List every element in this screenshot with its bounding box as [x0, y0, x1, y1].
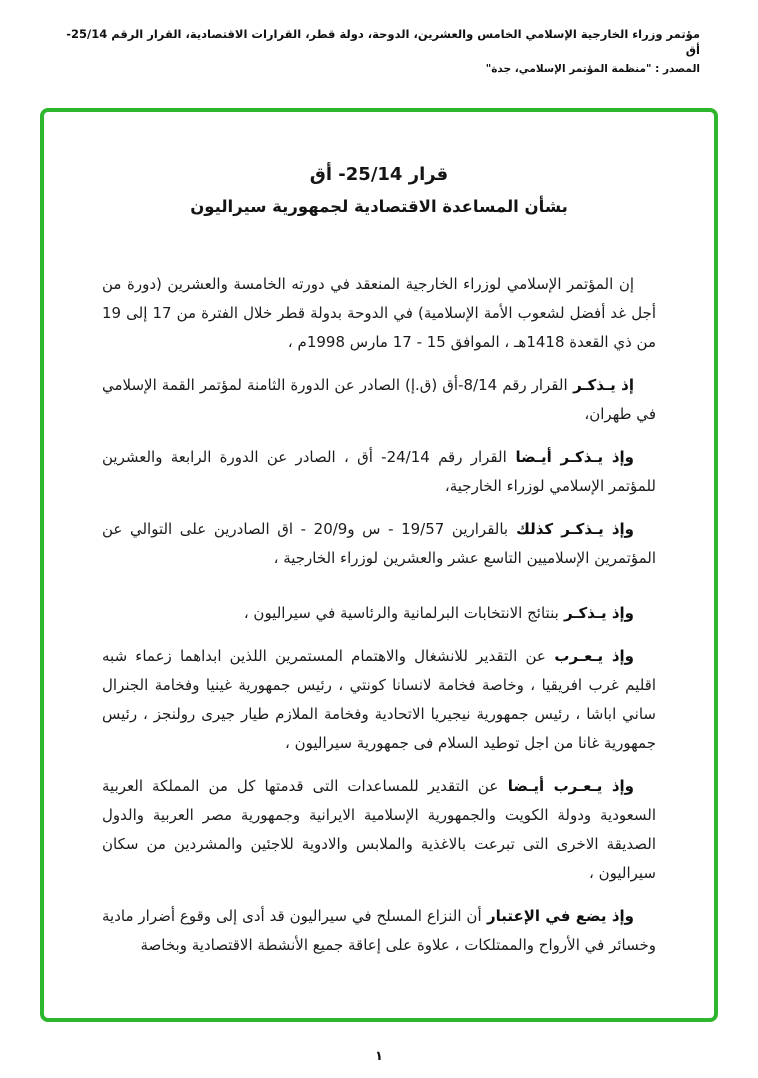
body-paragraph: إذ يـذكـر القرار رقم 8/14-أق (ق.إ) الصادر عن الدورة الثامنة لمؤتمر القمة الإسلامي في طهران، — [102, 376, 656, 423]
body-paragraph: وإذ يـعـرب أيـضا عن التقدير للمساعدات التى قدمتها كل من المملكة العربية السعودية ودولة الكويت والجمهورية الإسلامية الايرانية وجمهورية مصر العربية والدول الصديقة الاخرى التى تبرعت بالاغذية والملابس والادوية للاجئين والمشردين من سكان سيراليون ، — [102, 777, 656, 882]
paragraph-lead: وإذ يضع في الإعتبار — [481, 907, 634, 925]
document-border-frame — [40, 108, 718, 1022]
resolution-subtitle: بشأن المساعدة الاقتصادية لجمهورية سيراليون — [190, 197, 568, 216]
body-paragraph: وإذ يضع في الإعتبار أن النزاع المسلح في سيراليون قد أدى إلى وقوع أضرار مادية وخسائر في الأرواح والممتلكات ، علاوة على إعاقة جميع الأنشطة الاقتصادية وبخاصة — [102, 907, 656, 954]
paragraph-lead: وإذ يـعـرب أيـضا — [498, 777, 635, 795]
page-footer — [0, 1045, 758, 1064]
paragraph-lead: وإذ يـذكـر كذلك — [508, 520, 635, 538]
paragraph-lead: وإذ يـعـرب — [545, 647, 634, 665]
paragraph-lead: إذ يـذكـر — [567, 376, 635, 394]
resolution-body — [102, 270, 656, 960]
header-source-value: "منظمة المؤتمر الإسلامي، جدة" — [485, 63, 652, 75]
body-paragraph: إن المؤتمر الإسلامي لوزراء الخارجية المنعقد في دورته الخامسة والعشرين (دورة من أجل غد أفضل لشعوب الأمة الإسلامية) في الدوحة بدولة قطر خلال الفترة من 17 إلى 19 من ذي القعدة 1418هـ ، الموافق 15 - 17 مارس 1998م ، — [102, 275, 656, 351]
header-source-label: المصدر : — [655, 63, 700, 75]
document-header — [0, 0, 758, 77]
header-source-line — [58, 62, 700, 77]
resolution-title: قرار 25/14- أق — [309, 164, 449, 185]
body-paragraph: وإذ يـذكـر أيـضا القرار رقم 24/14- أق ، الصادر عن الدورة الرابعة والعشرين للمؤتمر الإسلامي لوزراء الخارجية، — [102, 448, 656, 495]
body-paragraph: وإذ يـذكـر بنتائج الانتخابات البرلمانية والرئاسية في سيراليون ، — [243, 604, 634, 622]
paragraph-lead: وإذ يـذكـر أيـضا — [506, 448, 635, 466]
header-reference-line: مؤتمر وزراء الخارجية الإسلامي الخامس والعشرين، الدوحة، دولة قطر، القرارات الاقتصادية، القرار الرقم 25/14-أق — [66, 27, 700, 57]
paragraph-lead: وإذ يـذكـر — [558, 604, 634, 622]
page-number: ١ — [375, 1049, 383, 1064]
body-paragraph: وإذ يـذكـر كذلك بالقرارين 19/57 - س و20/9 - اق الصادرين على التوالي عن المؤتمرين الإسلاميين التاسع عشر والعشرين لوزراء الخارجية ، — [102, 520, 656, 567]
body-paragraph: وإذ يـعـرب عن التقدير للانشغال والاهتمام المستمرين اللذين ابداهما زعماء شبه اقليم غرب افريقيا ، وخاصة فخامة لانسانا كونتي ، رئيس جمهورية غينيا وفخامة الجنرال ساني اباشا ، رئيس جمهورية نيجيريا الاتحادية وفخامة الملازم طيار جيرى رولنجز ، رئيس جمهورية غانا من اجل توطيد السلام فى جمهورية سيراليون ، — [102, 647, 656, 752]
